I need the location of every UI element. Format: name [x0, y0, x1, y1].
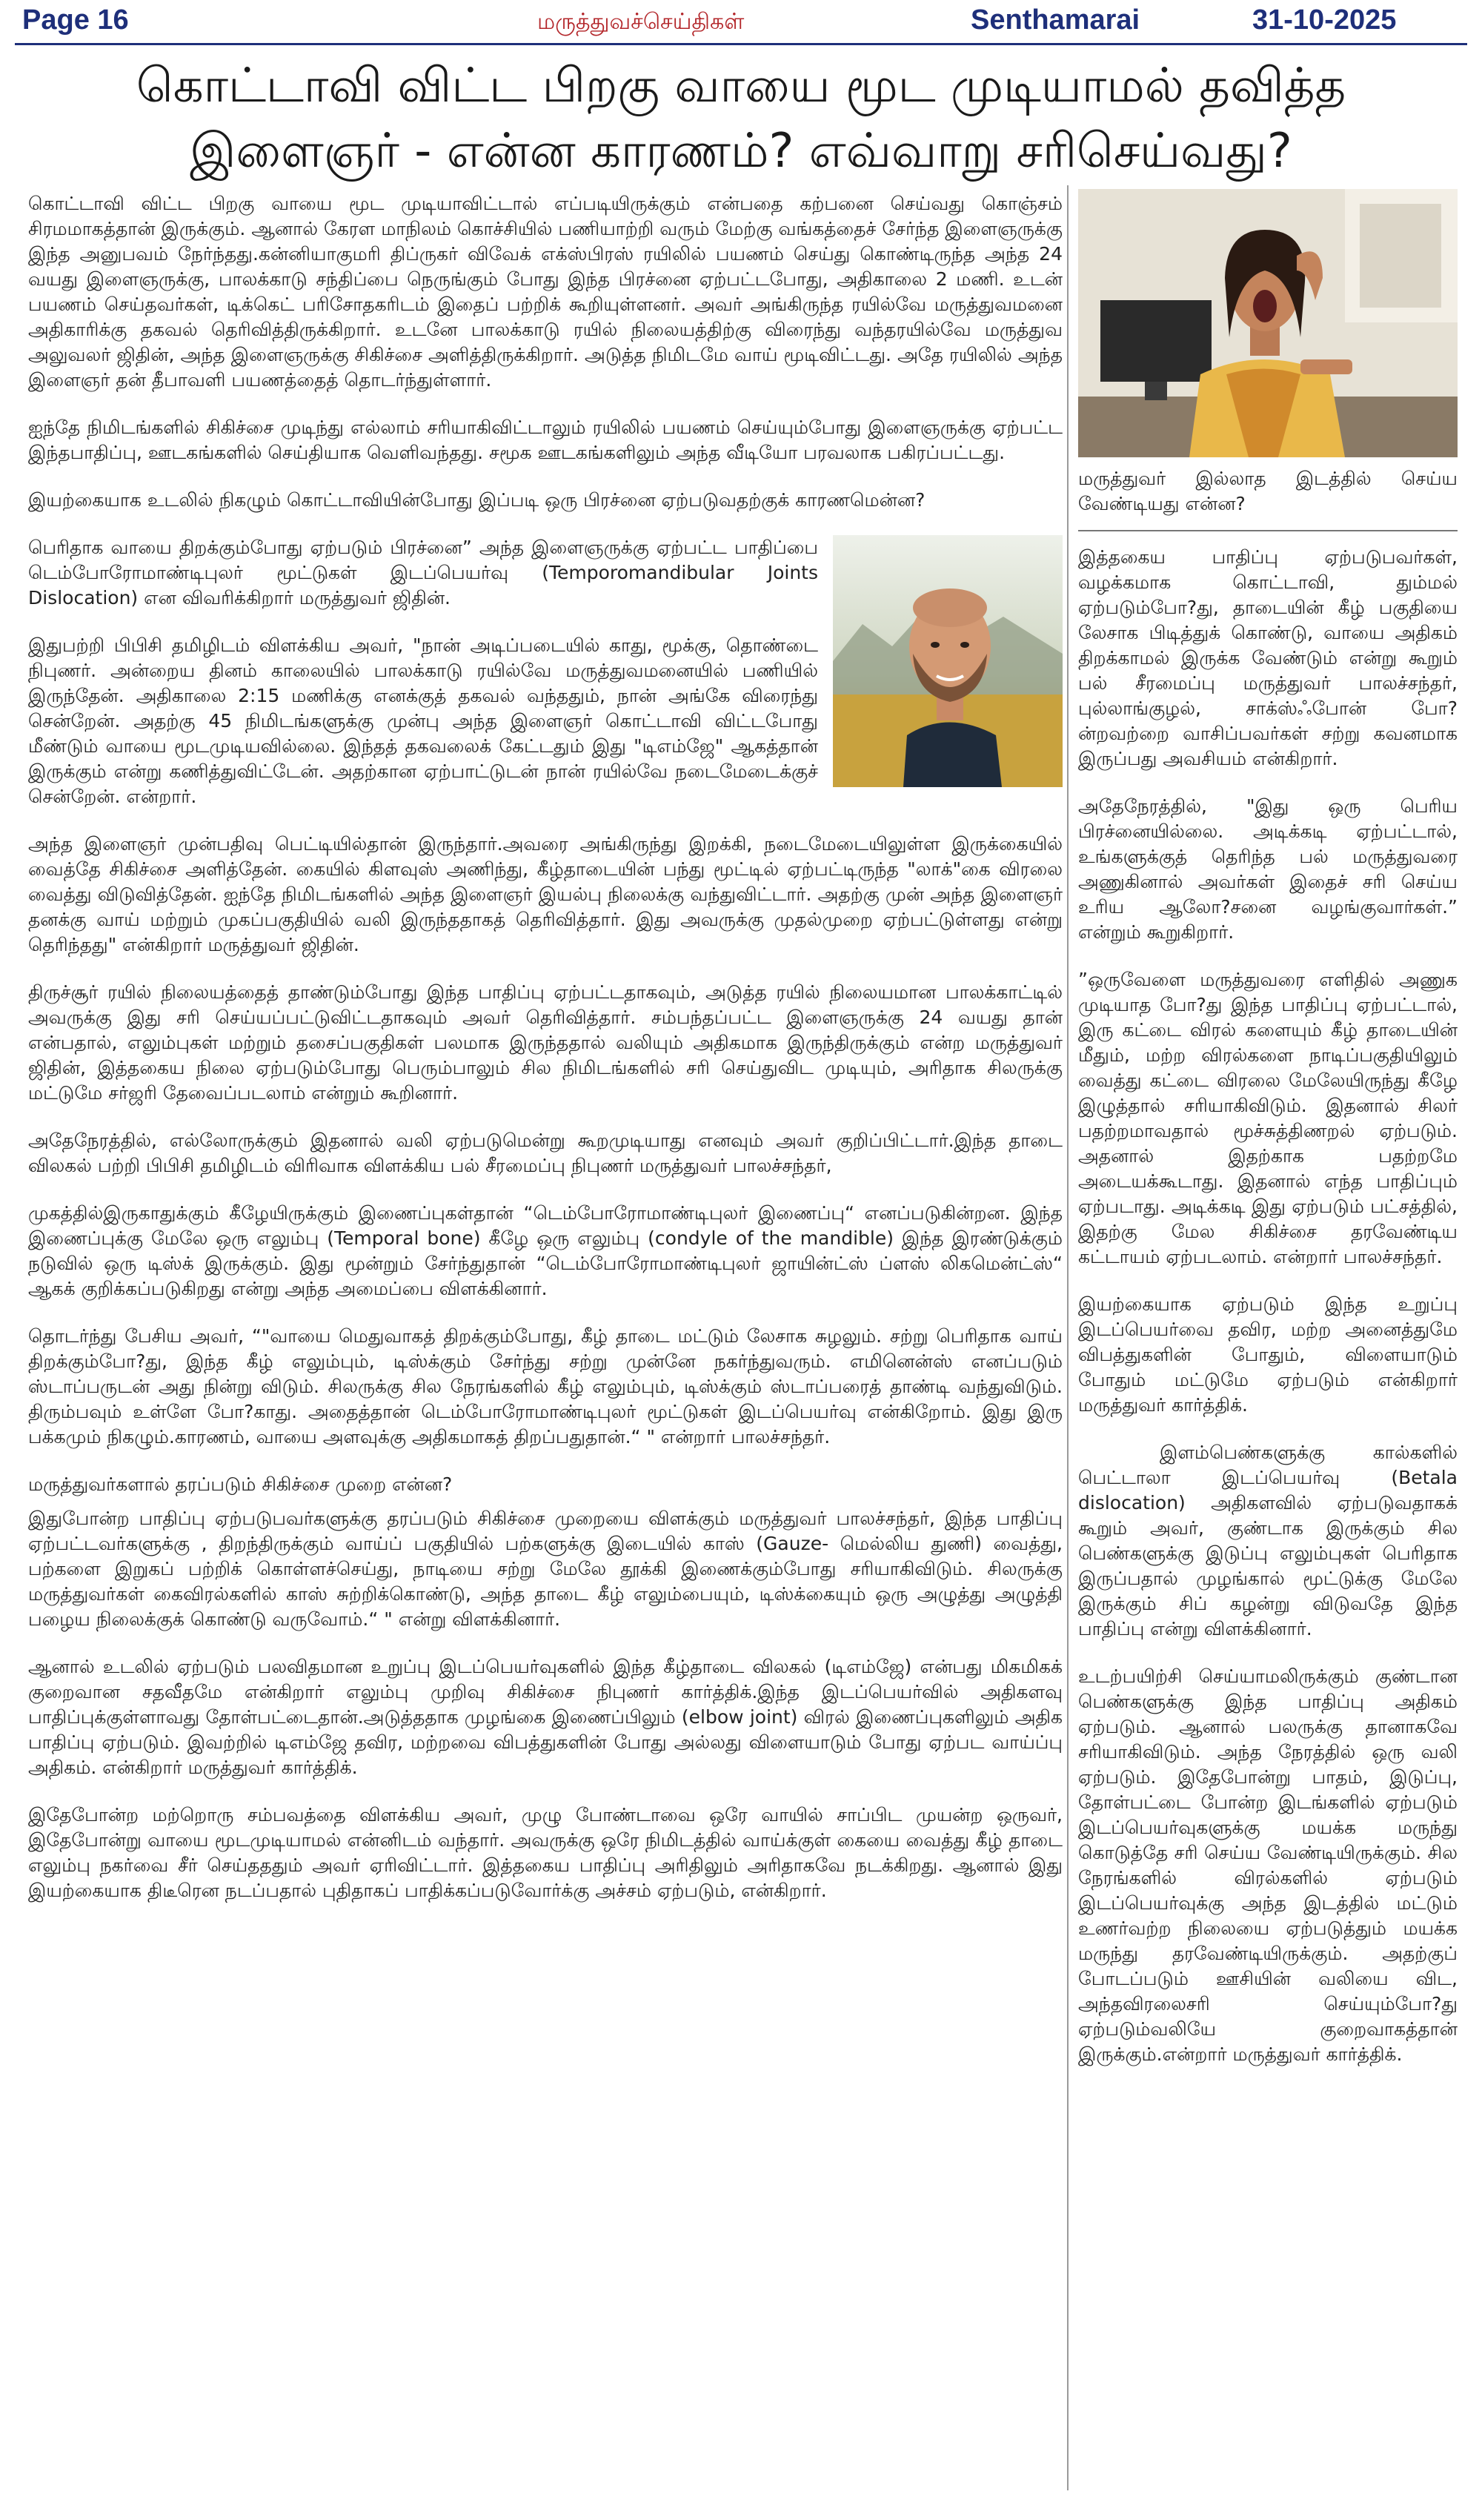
doctor-portrait-image — [833, 535, 1063, 787]
sidebar-paragraph-3: ”ஒருவேளை மருத்துவரை எளிதில் அணுக முடியாத போ?து இந்த பாதிப்பு ஏற்பட்டால், இரு கட்டை விரல் களையும் கீழ் தாடையின் மீதும், மற்ற விரல்களை நாடிப்பகுதியிலும் வைத்து கட்டை விரலை மேலேயிருந்து கீழே இழுத்தால் சரியாகிவிடும். இதனால் சிலர் பதற்றமாவதால் மூச்சுத்திணறல் ஏற்படும். அதனால் இதற்காக பதற்றமே அடையக்கூடாது. இதனால் எந்த பாதிப்பும் ஏற்படாது. அடிக்கடி இது ஏற்படும் பட்சத்தில், இதற்கு மேல சிகிச்சை தரவேண்டிய கட்டாயம் ஏற்படலாம். என்றார் பாலச்சந்தர். — [1078, 969, 1458, 1267]
paragraph-4: இதுபற்றி பிபிசி தமிழிடம் விளக்கிய அவர், "நான் அடிப்படையில் காது, மூக்கு, தொண்டை நிபுணர். அன்றைய தினம் காலையில் பாலக்காடு ரயில்வே மருத்துவமனையில் பணியில் இருந்தேன். அதிகாலை 2:15 மணிக்கு எனக்குத் தகவல் வந்ததும், நான் அங்கே விரைந்து சென்றேன். அதற்கு 45 நிமிடங்களுக்கு முன்பு அந்த இளைஞர் கொட்டாவி விட்டபோது மீண்டும் வாயை மூடமுடியவில்லை. இந்தத் தகவலைக் கேட்டதும் இது "டிஎம்ஜே" ஆகத்தான் இருக்கும் என்று கணித்துவிட்டேன். அதற்கான ஏற்பாட்டுடன் நான் ரயில்வே நடைமேடைக்குச் சென்றேன். என்றார். — [28, 634, 818, 807]
paragraph-3: பெரிதாக வாயை திறக்கும்போது ஏற்படும் பிரச்னை” அந்த இளைஞருக்கு ஏற்பட்ட பாதிப்பை டெம்போரோமாண்டிபுலர் மூட்டுகள் இடப்பெயர்வு (Temporomandibular Joints Dislocation) என விவரிக்கிறார் மருத்துவர் ஜிதின். — [28, 537, 818, 609]
yawning-woman-image — [1078, 189, 1458, 457]
sidebar-paragraph-2: அதேநேரத்தில், "இது ஒரு பெரிய பிரச்னையில்லை. அடிக்கடி ஏற்பட்டால், உங்களுக்குத் தெரிந்த பல் மருத்துவரை அணுகினால் அவர்கள் இதைச் சரி செய்ய உரிய ஆலோ?சனை வழங்குவார்கள்.” என்றும் கூறுகிறார். — [1078, 795, 1458, 943]
sidebar-paragraph-6: உடற்பயிற்சி செய்யாமலிருக்கும் குண்டான பெண்களுக்கு இந்த பாதிப்பு அதிகம் ஏற்படும். ஆனால் பலருக்கு தானாகவே சரியாகிவிடும். அந்த நேரத்தில் ஒரு வலி ஏற்படும். இதேபோன்று பாதம், இடுப்பு, தோள்பட்டை போன்ற இடங்களில் ஏற்படும் இடப்பெயர்வுகளுக்கு மயக்க மருந்து கொடுத்தே சரி செய்ய வேண்டியிருக்கும். சில நேரங்களில் விரல்களில் ஏற்படும் இடப்பெயர்வுக்கு அந்த இடத்தில் மட்டும் உணர்வற்ற நிலையை ஏற்படுத்தும் மயக்க மருந்து தரவேண்டியிருக்கும். அதற்குப் போடப்படும் ஊசியின் வலியை விட, அந்தவிரலைசரி செய்யும்போ?து ஏற்படும்வலியே குறைவாகத்தான் இருக்கும்.என்றார் மருத்துவர் கார்த்திக். — [1078, 1665, 1458, 2065]
sidebar-caption: மருத்துவர் இல்லாத இடத்தில் செய்ய வேண்டியது என்ன? — [1078, 468, 1458, 514]
paragraph-10: இதுபோன்ற பாதிப்பு ஏற்படுபவர்களுக்கு தரப்படும் சிகிச்சை முறையை விளக்கும் மருத்துவர் பாலச்சந்தர், இந்த பாதிப்பு ஏற்பட்டவர்களுக்கு , திறந்திருக்கும் வாய்ப் பகுதியில் பற்களுக்கு இடையில் காஸ் (Gauze- மெல்லிய துணி) வைத்து, பற்களை இறுகப் பற்றிக் கொள்ளச்செய்து, நாடியை சற்று மேலே தூக்கி இணைக்கும்போது சரியாகிவிடும். சிலருக்கு மருத்துவர்கள் கைவிரல்களில் காஸ் சுற்றிக்கொண்டு, அந்த தாடை கீழ் எலும்பையும், டிஸ்க்கையும் ஒரு அழுத்து அழுத்தி பழைய நிலைக்குக் கொண்டு வருவோம்.“ " என்று விளக்கினார். — [28, 1508, 1063, 1630]
paragraph-7: அதேநேரத்தில், எல்லோருக்கும் இதனால் வலி ஏற்படுமென்று கூறமுடியாது எனவும் அவர் குறிப்பிட்டார்.இந்த தாடை விலகல் பற்றி பிபிசி தமிழிடம் விரிவாக விளக்கிய பல் சீரமைப்பு நிபுணர் மருத்துவர் பாலச்சந்தர், — [28, 1130, 1063, 1176]
sidebar-paragraph-1: இத்தகைய பாதிப்பு ஏற்படுபவர்கள், வழக்கமாக கொட்டாவி, தும்மல் ஏற்படும்போ?து, தாடையின் கீழ் பகுதியை லேசாக பிடித்துக் கொண்டு, வாயை அதிகம் திறக்காமல் இருக்க வேண்டும் என்று கூறும் பல் சீரமைப்பு மருத்துவர் பாலச்சந்தர், புல்லாங்குழல், சாக்ஸ்ஃபோன் போ?ன்றவற்றை வாசிப்பவர்கள் சற்று கவனமாக இருப்பது அவசியம் என்கிறார். — [1078, 546, 1458, 769]
paragraph-9: தொடர்ந்து பேசிய அவர், “"வாயை மெதுவாகத் திறக்கும்போது, கீழ் தாடை மட்டும் லேசாக சுழலும். சற்று பெரிதாக வாய் திறக்கும்போ?து, இந்த கீழ் எலும்பும், டிஸ்க்கும் சேர்ந்து சற்று முன்னே நகர்ந்துவரும். எமினென்ஸ் எனப்படும் ஸ்டாப்பருடன் அது நின்று விடும். சிலருக்கு சில நேரங்களில் கீழ் எலும்பும், டிஸ்க்கும் ஸ்டாப்பரைத் தாண்டி வந்துவிடும். திரும்பவும் உள்ளே போ?காது. அதைத்தான் டெம்போரோமாண்டிபுலர் மூட்டுகள் இடப்பெயர்வு என்கிறோம். இது இரு பக்கமும் நிகழும்.காரணம், வாயை அளவுக்கு அதிகமாகத் திறப்பதுதான்.“ " என்றார் பாலச்சந்தர். — [28, 1325, 1063, 1448]
headline-line-2: இளைஞர் - என்ன காரணம்? எவ்வாறு சரிசெய்வது? — [190, 124, 1292, 179]
paragraph-12: இதேபோன்ற மற்றொரு சம்பவத்தை விளக்கிய அவர், முழு போண்டாவை ஒரே வாயில் சாப்பிட முயன்ற ஒருவர், இதேபோன்று வாயை மூடமுடியாமல் என்னிடம் வந்தார். அவருக்கு ஒரே நிமிடத்தில் வாய்க்குள் கையை வைத்து கீழ் தாடை எலும்பு நகர்வை சீர் செய்தததும் அவர் ஏரிவிட்டார். இத்தகைய பாதிப்பு அரிதிலும் அரிதாகவே நடக்கிறது. ஆனால் இது இயற்கையாக திடீரென நடப்பதால் புதிதாகப் பாதிக்கப்படுவோர்க்கு அச்சம் ஏற்படும், என்கிறார். — [28, 1804, 1063, 1901]
sidebar-paragraph-4: இயற்கையாக ஏற்படும் இந்த உறுப்பு இடப்பெயர்வை தவிர, மற்ற அனைத்துமே விபத்துகளின் போதும், விளையாடும் போதும் மட்டுமே ஏற்படும் என்கிறார் மருத்துவர் கார்த்திக். — [1078, 1293, 1458, 1416]
question-1: இயற்கையாக உடலில் நிகழும் கொட்டாவியின்போது இப்படி ஒரு பிரச்னை ஏற்படுவதற்குக் காரணமென்ன? — [28, 489, 926, 511]
sidebar-paragraph-5: இளம்பெண்களுக்கு கால்களில் பெட்டாலா இடப்பெயர்வு (Betala dislocation) அதிகளவில் ஏற்படுவதாகக் கூறும் அவர், குண்டாக இருக்கும் சில பெண்களுக்கு இடுப்பு எலும்புகள் பெரிதாக இருப்பதால் முழங்கால் மூட்டுக்கு மேலே இருக்கும் சிப் கழன்று விடுவதே இந்த பாதிப்பு என்று விளக்கினார். — [1078, 1442, 1458, 1639]
doctor-photo — [833, 535, 1063, 787]
paragraph-1: கொட்டாவி விட்ட பிறகு வாயை மூட முடியாவிட்டால் எப்படியிருக்கும் என்பதை கற்பனை செய்வது கொஞ்சம் சிரமமாகத்தான் இருக்கும். ஆனால் கேரள மாநிலம் கொச்சியில் பணியாற்றி வரும் மேற்கு வங்கத்தைச் சேர்ந்த இளைஞருக்கு இந்த அனுபவம் நேர்ந்தது.கன்னியாகுமரி திப்ருகர் விவேக் எக்ஸ்பிரஸ் ரயிலில் பயணம் செய்து கொண்டிருந்த அந்த 24 வயது இளைஞருக்கு, பாலக்காடு சந்திப்பை நெருங்கும் போது இந்த பிரச்னை ஏற்பட்டபோது, அதிகாலை 2 மணி. உடன் பயணம் செய்தவர்கள், டிக்கெட் பரிசோதகரிடம் இதைப் பற்றிக் கூறியுள்ளனர். அவர் அங்கிருந்த ரயில்வே மருத்துவமனை அதிகாரிக்கு தகவல் தெரிவித்திருக்கிறார். உடனே பாலக்காடு ரயில் நிலையத்திற்கு விரைந்து வந்தரயில்வே மருத்துவ அலுவலர் ஜிதின், அந்த இளைஞருக்கு சிகிச்சை அளித்திருக்கிறார். அடுத்த நிமிடமே வாய் மூடிவிட்டது. அதே ரயிலில் அந்த இளைஞர் தன் தீபாவளி பயணத்தைத் தொடர்ந்துள்ளார். — [28, 193, 1063, 391]
header-rule — [15, 43, 1467, 45]
page-number: Page 16 — [22, 4, 129, 36]
publication-name: Senthamarai — [971, 4, 1140, 36]
headline-line-1: கொட்டாவி விட்ட பிறகு வாயை மூட முடியாமல் தவித்த — [136, 59, 1346, 113]
yawning-woman-photo — [1078, 189, 1458, 457]
paragraph-5: அந்த இளைஞர் முன்பதிவு பெட்டியில்தான் இருந்தார்.அவரை அங்கிருந்து இறக்கி, நடைமேடையிலுள்ள இருக்கையில் வைத்தே சிகிச்சை அளித்தேன். கையில் கிளவுஸ் அணிந்து, கீழ்தாடையின் பந்து மூட்டில் ஏற்பட்டிருந்த "லாக்"கை விரலை வைத்து விடுவித்தேன். ஐந்தே நிமிடங்களில் அந்த இளைஞர் இயல்பு நிலைக்கு வந்துவிட்டார். அதற்கு முன் அந்த இளைஞர் தனக்கு வாய் மற்றும் முகப்பகுதியில் வலி இருந்ததாகத் தெரிவித்தார். இது அவருக்கு முதல்முறை ஏற்பட்டுள்ளது என்று தெரிந்தது" என்கிறார் மருத்துவர் ஜிதின். — [28, 833, 1063, 955]
article-headline — [30, 53, 1452, 184]
paragraph-8: முகத்தில்இருகாதுக்கும் கீழேயிருக்கும் இணைப்புகள்தான் “டெம்போரோமாண்டிபுலர் இணைப்பு“ எனப்படுகின்றன. இந்த இணைப்புக்கு மேலே ஒரு எலும்பு (Temporal bone) கீழே ஒரு எலும்பு (condyle of the mandible) இந்த இரண்டுக்கும் நடுவில் ஒரு டிஸ்க் இருக்கும். இது மூன்றும் சேர்ந்துதான் “டெம்போரோமாண்டிபுலர் ஜாயின்ட்ஸ் ப்ளஸ் லிகமென்ட்ஸ்“ ஆகக் குறிக்கப்படுகிறது என்று அந்த அமைப்பை விளக்கினார். — [28, 1202, 1063, 1299]
caption-rule — [1078, 530, 1458, 531]
question-2: மருத்துவர்களால் தரப்படும் சிகிச்சை முறை என்ன? — [28, 1473, 453, 1495]
sidebar-column — [1078, 189, 1458, 2089]
paragraph-6: திருச்சூர் ரயில் நிலையத்தைத் தாண்டும்போது இந்த பாதிப்பு ஏற்பட்டதாகவும், அடுத்த ரயில் நிலையமான பாலக்காட்டில் அவருக்கு இது சரி செய்யப்பட்டுவிட்டதாகவும் அவர் தெரிவித்தார். சம்பந்தப்பட்ட இளைஞருக்கு 24 வயது தான் என்பதால், எலும்புகள் மற்றும் தசைப்பகுதிகள் பலமாக இருந்ததால் வலியும் அதிகமாக இருந்திருக்கும் என்ற மருத்துவர் ஜிதின், இத்தகைய நிலை ஏற்படும்போது பெரும்பாலும் சில நிமிடங்களில் சரி செய்துவிட முடியும், அரிதாக சிலருக்கு மட்டுமே சர்ஜரி தேவைப்படலாம் என்றும் கூறினார். — [28, 981, 1063, 1104]
main-article-column — [28, 191, 1063, 1926]
page-header — [0, 0, 1482, 43]
paragraph-2: ஐந்தே நிமிடங்களில் சிகிச்சை முடிந்து எல்லாம் சரியாகிவிட்டாலும் ரயிலில் பயணம் செய்யும்போது இளைஞருக்கு ஏற்பட்ட இந்தபாதிப்பு, ஊடகங்களில் செய்தியாக வெளிவந்தது. சமூக ஊடகங்களிலும் அந்த வீடியோ பரவலாக பகிரப்பட்டது. — [28, 417, 1063, 463]
column-divider — [1067, 185, 1069, 2490]
issue-date: 31-10-2025 — [1252, 4, 1397, 36]
paragraph-11: ஆனால் உடலில் ஏற்படும் பலவிதமான உறுப்பு இடப்பெயர்வுகளில் இந்த கீழ்தாடை விலகல் (டிஎம்ஜே) என்பது மிகமிகக் குறைவான சதவீதமே என்கிறார் எலும்பு முறிவு சிகிச்சை நிபுணர் கார்த்திக்.இந்த இடப்பெயர்வில் அதிகளவு பாதிப்புக்குள்ளாவது தோள்பட்டைதான்.அடுத்ததாக முழங்கை இணைப்பிலும் (elbow joint) விரல் இணைப்புகளிலும் அதிக பாதிப்பு ஏற்படும். இவற்றில் டிஎம்ஜே தவிர, மற்றவை விபத்துகளின் போது அல்லது விளையாடும் போது ஏற்பட வாய்ப்பு அதிகம். என்கிறார் மருத்துவர் கார்த்திக். — [28, 1656, 1063, 1778]
section-title: மருத்துவச்செய்திகள் — [537, 9, 745, 35]
